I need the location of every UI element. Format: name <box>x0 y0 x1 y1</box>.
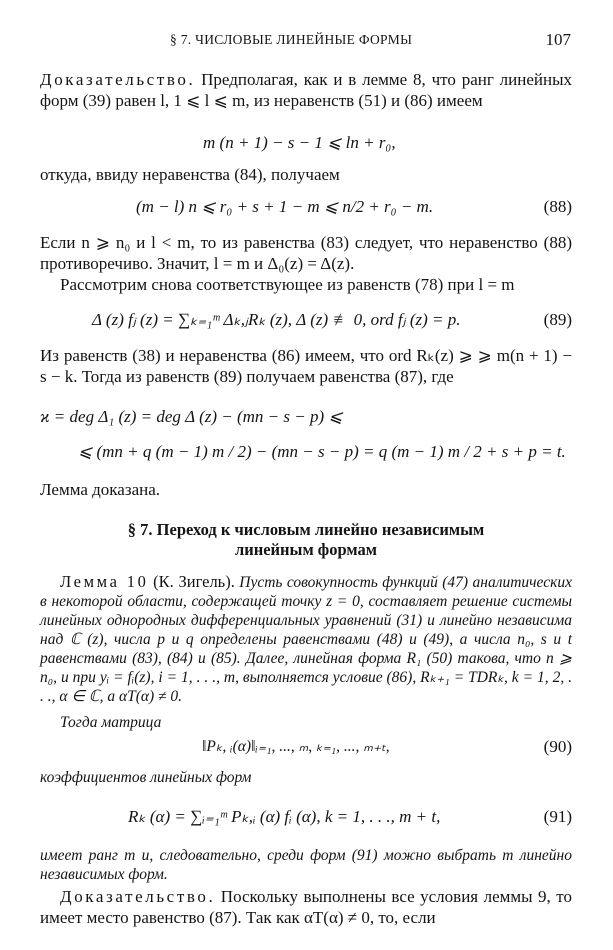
section-title-line-1: § 7. Переход к числовым линейно независимым <box>127 520 485 539</box>
proof-paragraph-1 <box>40 70 572 111</box>
running-header <box>0 30 613 54</box>
formula-6: Rₖ (α) = ∑ᵢ₌₁ᵐ Pₖ,ᵢ (α) fᵢ (α), k = 1, . . ., m + t, <box>128 807 441 826</box>
formula-5: ‖Pₖ, ᵢ(α)‖ᵢ₌₁, ..., ₘ, ₖ₌₁, ..., ₘ₊ₜ, <box>202 738 390 755</box>
formula-4b: ⩽ (mn + q (m − 1) m / 2) − (mn − s − p) = q (m − 1) m / 2 + s + p = t. <box>78 442 566 461</box>
formula-3: Δ (z) fⱼ (z) = ∑ₖ₌₁ᵐ Δₖ,ⱼRₖ (z), Δ (z) ≢ 0, ord fⱼ (z) = p. <box>92 310 461 329</box>
page-number: 107 <box>545 30 571 49</box>
formula-4a: ϰ = deg Δ₁ (z) = deg Δ (z) − (mn − s − p) ⩽ <box>40 407 343 426</box>
formula-1: m (n + 1) − s − 1 ⩽ ln + r₀, <box>203 133 396 152</box>
lemma-rank: имеет ранг m и, следовательно, среди форм (91) можно выбрать m линейно независимых форм. <box>40 847 572 883</box>
formula-90 <box>40 735 572 763</box>
proof-paragraph-2 <box>40 887 572 928</box>
formula-88 <box>40 195 572 229</box>
formula-91 <box>40 795 572 837</box>
lemma-text: Пусть совокупность функций (47) аналитических в некоторой области, содержащей точку z = 0, составляет решение системы линейных однородных дифференциальных уравнений (31) и линейно независима над ℂ (z), числа p и q определены равенствами (48) и (49), а числа n₀, s и t равенствами (83), (84) и (85). Далее, линейная форма R₁ (50) такова, что n ⩾ n₀, и при yᵢ = fᵢ(z), i = 1, . . ., m, выполняется условие (86), Rₖ₊₁ = TDRₖ, k = 1, 2, . . ., α ∈ ℂ, a αT(α) ≠ 0. <box>40 574 572 705</box>
formula-inequality-1 <box>40 133 572 161</box>
lemma-10-statement <box>40 572 572 706</box>
eq-number-90: (90) <box>543 737 572 756</box>
proof-text-2: откуда, ввиду неравенства (84), получаем <box>40 165 340 184</box>
proof-text-5: Из равенств (38) и неравенства (86) имеем, что ord Rₖ(z) ⩾ ⩾ m(n + 1) − s − k. Тогда из равенств (89) получаем равенства (87), где <box>40 346 572 386</box>
lemma-coef: коэффициентов линейных форм <box>40 769 252 786</box>
proof-2-text: Поскольку выполнены все условия леммы 9, то имеет место равенство (87). Так как αT(α) ≠ 0, то, если <box>40 887 572 927</box>
lemma-label: Лемма 10 <box>60 572 149 591</box>
proof-text-1: Предполагая, как и в лемме 8, что ранг линейных форм (39) равен l, 1 ⩽ l ⩽ m, из неравенств (51) и (86) имеем <box>40 70 572 110</box>
proof-label: Доказательство. <box>40 70 196 89</box>
formula-89 <box>40 300 572 342</box>
lemma-author: (К. Зигель). <box>148 572 235 591</box>
formula-2: (m − l) n ⩽ r₀ + s + 1 − m ⩽ n/2 + r₀ − m. <box>136 197 434 216</box>
proof-text-3: Если n ⩾ n₀ и l < m, то из равенства (83) следует, что неравенство (88) противоречиво. Значит, l = m и Δ₀(z) = Δ(z). <box>40 233 572 273</box>
proof-2-label: Доказательство. <box>60 887 216 906</box>
eq-number-89: (89) <box>543 310 572 329</box>
eq-number-91: (91) <box>543 807 572 826</box>
formula-kappa-2 <box>40 440 572 474</box>
lemma-then: Тогда матрица <box>60 714 162 731</box>
formula-kappa-1 <box>40 407 572 435</box>
header-title: § 7. ЧИСЛОВЫЕ ЛИНЕЙНЫЕ ФОРМЫ <box>170 32 413 47</box>
lemma-end: Лемма доказана. <box>40 480 161 499</box>
proof-text-4: Рассмотрим снова соответствующее из равенств (78) при l = m <box>60 275 515 294</box>
section-title-line-2: линейным формам <box>234 540 378 559</box>
eq-number-88: (88) <box>543 197 572 216</box>
